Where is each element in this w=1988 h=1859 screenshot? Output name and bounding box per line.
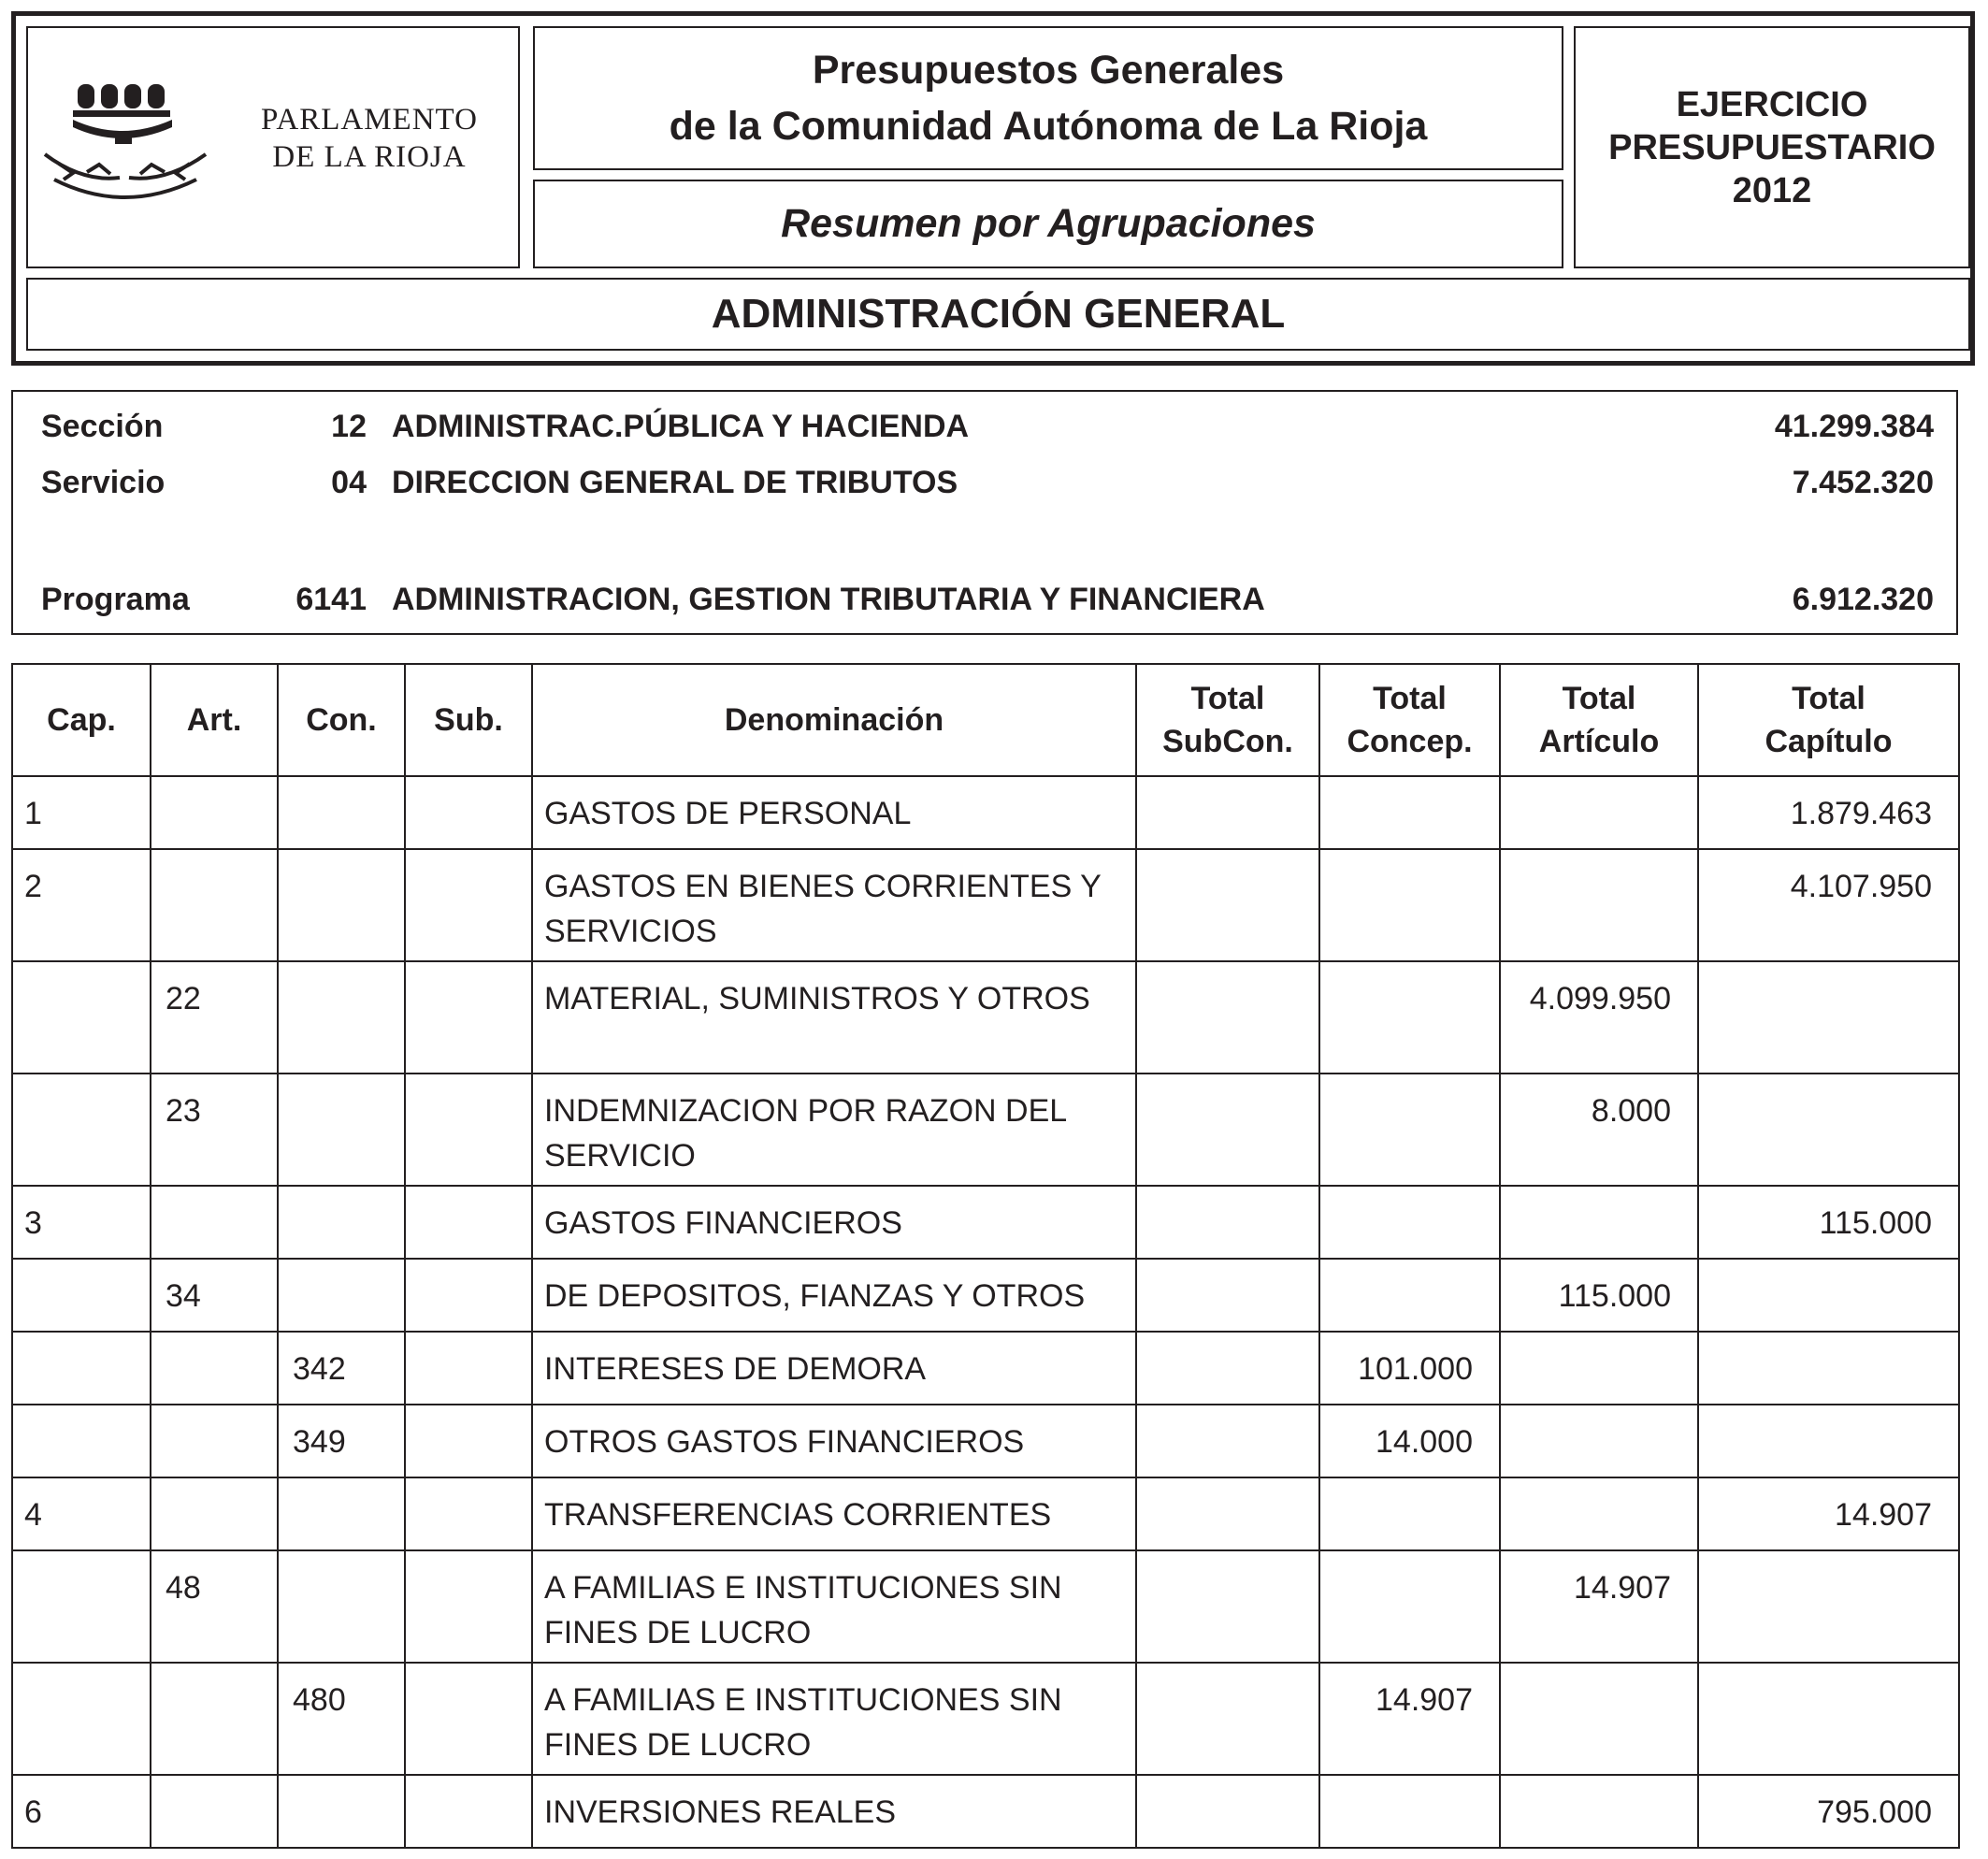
table-row [12, 1074, 1959, 1186]
fiscal-year: 2012 [1732, 170, 1812, 210]
table-row [12, 1332, 1959, 1405]
total-articulo-cell [1500, 776, 1698, 849]
denominacion-cell: INVERSIONES REALES [532, 1775, 1136, 1848]
total-concep-cell [1319, 1074, 1500, 1186]
col-header-total-subcon-line1: Total [1190, 681, 1265, 716]
total-capitulo-cell [1698, 1259, 1959, 1332]
total-subcon-cell [1136, 1663, 1319, 1775]
denominacion-cell: INDEMNIZACION POR RAZON DEL SERVICIO [532, 1074, 1136, 1186]
total-capitulo-cell [1698, 1332, 1959, 1405]
total-concep-cell [1319, 1186, 1500, 1259]
servicio-line [13, 465, 1956, 512]
total-subcon-cell [1136, 849, 1319, 961]
art-cell: 23 [151, 1074, 278, 1186]
sub-cell [405, 1405, 532, 1477]
document-title-line-1: Presupuestos Generales [812, 48, 1285, 93]
denominacion-cell: GASTOS EN BIENES CORRIENTES Y SERVICIOS [532, 849, 1136, 961]
document-subtitle: Resumen por Agrupaciones [781, 201, 1316, 246]
total-capitulo-cell: 795.000 [1698, 1775, 1959, 1848]
total-articulo-cell [1500, 1477, 1698, 1550]
total-capitulo-cell: 1.879.463 [1698, 776, 1959, 849]
art-cell [151, 849, 278, 961]
total-capitulo-cell: 14.907 [1698, 1477, 1959, 1550]
art-cell: 48 [151, 1550, 278, 1663]
sub-cell [405, 849, 532, 961]
cap-cell [12, 1332, 151, 1405]
denominacion-cell: A FAMILIAS E INSTITUCIONES SIN FINES DE LUCRO [532, 1550, 1136, 1663]
table-header-row [12, 664, 1959, 776]
cap-cell [12, 1405, 151, 1477]
col-header-con: Con. [278, 664, 405, 776]
budget-table [11, 663, 1960, 1849]
table-row [12, 1663, 1959, 1775]
sub-cell [405, 1332, 532, 1405]
sub-cell [405, 1259, 532, 1332]
total-articulo-cell: 14.907 [1500, 1550, 1698, 1663]
sub-cell [405, 961, 532, 1074]
budget-classification-block [11, 390, 1958, 635]
total-subcon-cell [1136, 1074, 1319, 1186]
art-cell [151, 776, 278, 849]
seccion-name: ADMINISTRAC.PÚBLICA Y HACIENDA [392, 409, 970, 444]
org-name-line-1: PARLAMENTO [261, 103, 478, 137]
col-header-cap: Cap. [12, 664, 151, 776]
presupuestario-label: PRESUPUESTARIO [1608, 127, 1936, 167]
seccion-line [13, 409, 1956, 455]
total-subcon-cell [1136, 961, 1319, 1074]
con-cell: 349 [278, 1405, 405, 1477]
total-articulo-cell: 4.099.950 [1500, 961, 1698, 1074]
servicio-name: DIRECCION GENERAL DE TRIBUTOS [392, 465, 958, 500]
servicio-code: 04 [331, 465, 367, 500]
total-capitulo-cell: 115.000 [1698, 1186, 1959, 1259]
denominacion-cell: TRANSFERENCIAS CORRIENTES [532, 1477, 1136, 1550]
denominacion-cell: MATERIAL, SUMINISTROS Y OTROS [532, 961, 1136, 1074]
servicio-label: Servicio [41, 465, 166, 500]
con-cell [278, 1775, 405, 1848]
con-cell [278, 776, 405, 849]
total-concep-cell [1319, 1477, 1500, 1550]
programa-name: ADMINISTRACION, GESTION TRIBUTARIA Y FINANCIERA [392, 582, 1265, 617]
seccion-label: Sección [41, 409, 164, 444]
cap-cell: 4 [12, 1477, 151, 1550]
total-capitulo-cell [1698, 1074, 1959, 1186]
total-subcon-cell [1136, 776, 1319, 849]
cap-cell [12, 961, 151, 1074]
con-cell [278, 1477, 405, 1550]
table-row [12, 1775, 1959, 1848]
col-header-total-capitulo [1698, 664, 1959, 776]
programa-line [13, 582, 1956, 628]
total-concep-cell [1319, 1775, 1500, 1848]
sub-cell [405, 1186, 532, 1259]
fiscal-year-block [1574, 26, 1970, 268]
art-cell [151, 1775, 278, 1848]
total-articulo-cell [1500, 1332, 1698, 1405]
col-header-total-concep [1319, 664, 1500, 776]
col-header-total-articulo-line2: Artículo [1538, 724, 1660, 759]
table-row [12, 1405, 1959, 1477]
total-concep-cell [1319, 961, 1500, 1074]
total-articulo-cell [1500, 849, 1698, 961]
total-subcon-cell [1136, 1186, 1319, 1259]
org-name-line-2: DE LA RIOJA [272, 140, 467, 174]
table-row [12, 1477, 1959, 1550]
table-row [12, 1186, 1959, 1259]
total-articulo-cell [1500, 1663, 1698, 1775]
table-row [12, 1259, 1959, 1332]
denominacion-cell: GASTOS FINANCIEROS [532, 1186, 1136, 1259]
servicio-amount: 7.452.320 [1792, 465, 1934, 500]
total-concep-cell [1319, 776, 1500, 849]
total-capitulo-cell [1698, 1663, 1959, 1775]
cap-cell: 3 [12, 1186, 151, 1259]
con-cell [278, 1550, 405, 1663]
con-cell [278, 849, 405, 961]
parliament-logo-icon [36, 75, 223, 206]
table-row [12, 961, 1959, 1074]
total-capitulo-cell: 4.107.950 [1698, 849, 1959, 961]
sub-cell [405, 1074, 532, 1186]
total-subcon-cell [1136, 1405, 1319, 1477]
total-articulo-cell: 8.000 [1500, 1074, 1698, 1186]
programa-label: Programa [41, 582, 190, 617]
total-concep-cell: 14.000 [1319, 1405, 1500, 1477]
art-cell: 34 [151, 1259, 278, 1332]
organization-name [229, 101, 510, 176]
col-header-total-articulo [1500, 664, 1698, 776]
organization-block [26, 26, 520, 268]
col-header-sub: Sub. [405, 664, 532, 776]
total-subcon-cell [1136, 1775, 1319, 1848]
col-header-total-capitulo-line1: Total [1792, 681, 1866, 716]
sub-cell [405, 1775, 532, 1848]
cap-cell [12, 1074, 151, 1186]
total-subcon-cell [1136, 1477, 1319, 1550]
total-subcon-cell [1136, 1550, 1319, 1663]
table-row [12, 1550, 1959, 1663]
sub-cell [405, 1550, 532, 1663]
sub-cell [405, 1477, 532, 1550]
art-cell [151, 1477, 278, 1550]
denominacion-cell: DE DEPOSITOS, FIANZAS Y OTROS [532, 1259, 1136, 1332]
table-row [12, 776, 1959, 849]
total-articulo-cell [1500, 1186, 1698, 1259]
total-subcon-cell [1136, 1332, 1319, 1405]
seccion-amount: 41.299.384 [1774, 409, 1934, 444]
con-cell [278, 961, 405, 1074]
sub-cell [405, 776, 532, 849]
agrupacion-title: ADMINISTRACIÓN GENERAL [711, 291, 1286, 337]
sub-cell [405, 1663, 532, 1775]
total-concep-cell: 101.000 [1319, 1332, 1500, 1405]
cap-cell [12, 1259, 151, 1332]
denominacion-cell: A FAMILIAS E INSTITUCIONES SIN FINES DE LUCRO [532, 1663, 1136, 1775]
agrupacion-block [26, 278, 1970, 351]
col-header-art: Art. [151, 664, 278, 776]
col-header-total-concep-line1: Total [1373, 681, 1447, 716]
total-articulo-cell [1500, 1775, 1698, 1848]
col-header-total-capitulo-line2: Capítulo [1765, 724, 1893, 759]
total-articulo-cell: 115.000 [1500, 1259, 1698, 1332]
total-concep-cell [1319, 1550, 1500, 1663]
denominacion-cell: INTERESES DE DEMORA [532, 1332, 1136, 1405]
total-articulo-cell [1500, 1405, 1698, 1477]
cap-cell [12, 1663, 151, 1775]
total-subcon-cell [1136, 1259, 1319, 1332]
con-cell [278, 1259, 405, 1332]
con-cell [278, 1074, 405, 1186]
col-header-total-subcon-line2: SubCon. [1162, 724, 1293, 759]
art-cell [151, 1186, 278, 1259]
programa-amount: 6.912.320 [1792, 582, 1934, 617]
subtitle-block [533, 180, 1563, 268]
art-cell: 22 [151, 961, 278, 1074]
table-row [12, 849, 1959, 961]
denominacion-cell: OTROS GASTOS FINANCIEROS [532, 1405, 1136, 1477]
con-cell: 342 [278, 1332, 405, 1405]
total-concep-cell [1319, 849, 1500, 961]
cap-cell [12, 1550, 151, 1663]
denominacion-cell: GASTOS DE PERSONAL [532, 776, 1136, 849]
seccion-code: 12 [331, 409, 367, 444]
total-capitulo-cell [1698, 1405, 1959, 1477]
total-capitulo-cell [1698, 1550, 1959, 1663]
col-header-total-concep-line2: Concep. [1347, 724, 1473, 759]
col-header-denominacion: Denominación [532, 664, 1136, 776]
cap-cell: 6 [12, 1775, 151, 1848]
total-capitulo-cell [1698, 961, 1959, 1074]
con-cell: 480 [278, 1663, 405, 1775]
ejercicio-label: EJERCICIO [1676, 84, 1868, 124]
total-concep-cell [1319, 1259, 1500, 1332]
col-header-total-subcon [1136, 664, 1319, 776]
con-cell [278, 1186, 405, 1259]
cap-cell: 2 [12, 849, 151, 961]
total-concep-cell: 14.907 [1319, 1663, 1500, 1775]
art-cell [151, 1405, 278, 1477]
cap-cell: 1 [12, 776, 151, 849]
programa-code: 6141 [295, 582, 367, 617]
document-title-line-2: de la Comunidad Autónoma de La Rioja [669, 104, 1428, 149]
title-block [533, 26, 1563, 170]
art-cell [151, 1332, 278, 1405]
art-cell [151, 1663, 278, 1775]
col-header-total-articulo-line1: Total [1562, 681, 1636, 716]
